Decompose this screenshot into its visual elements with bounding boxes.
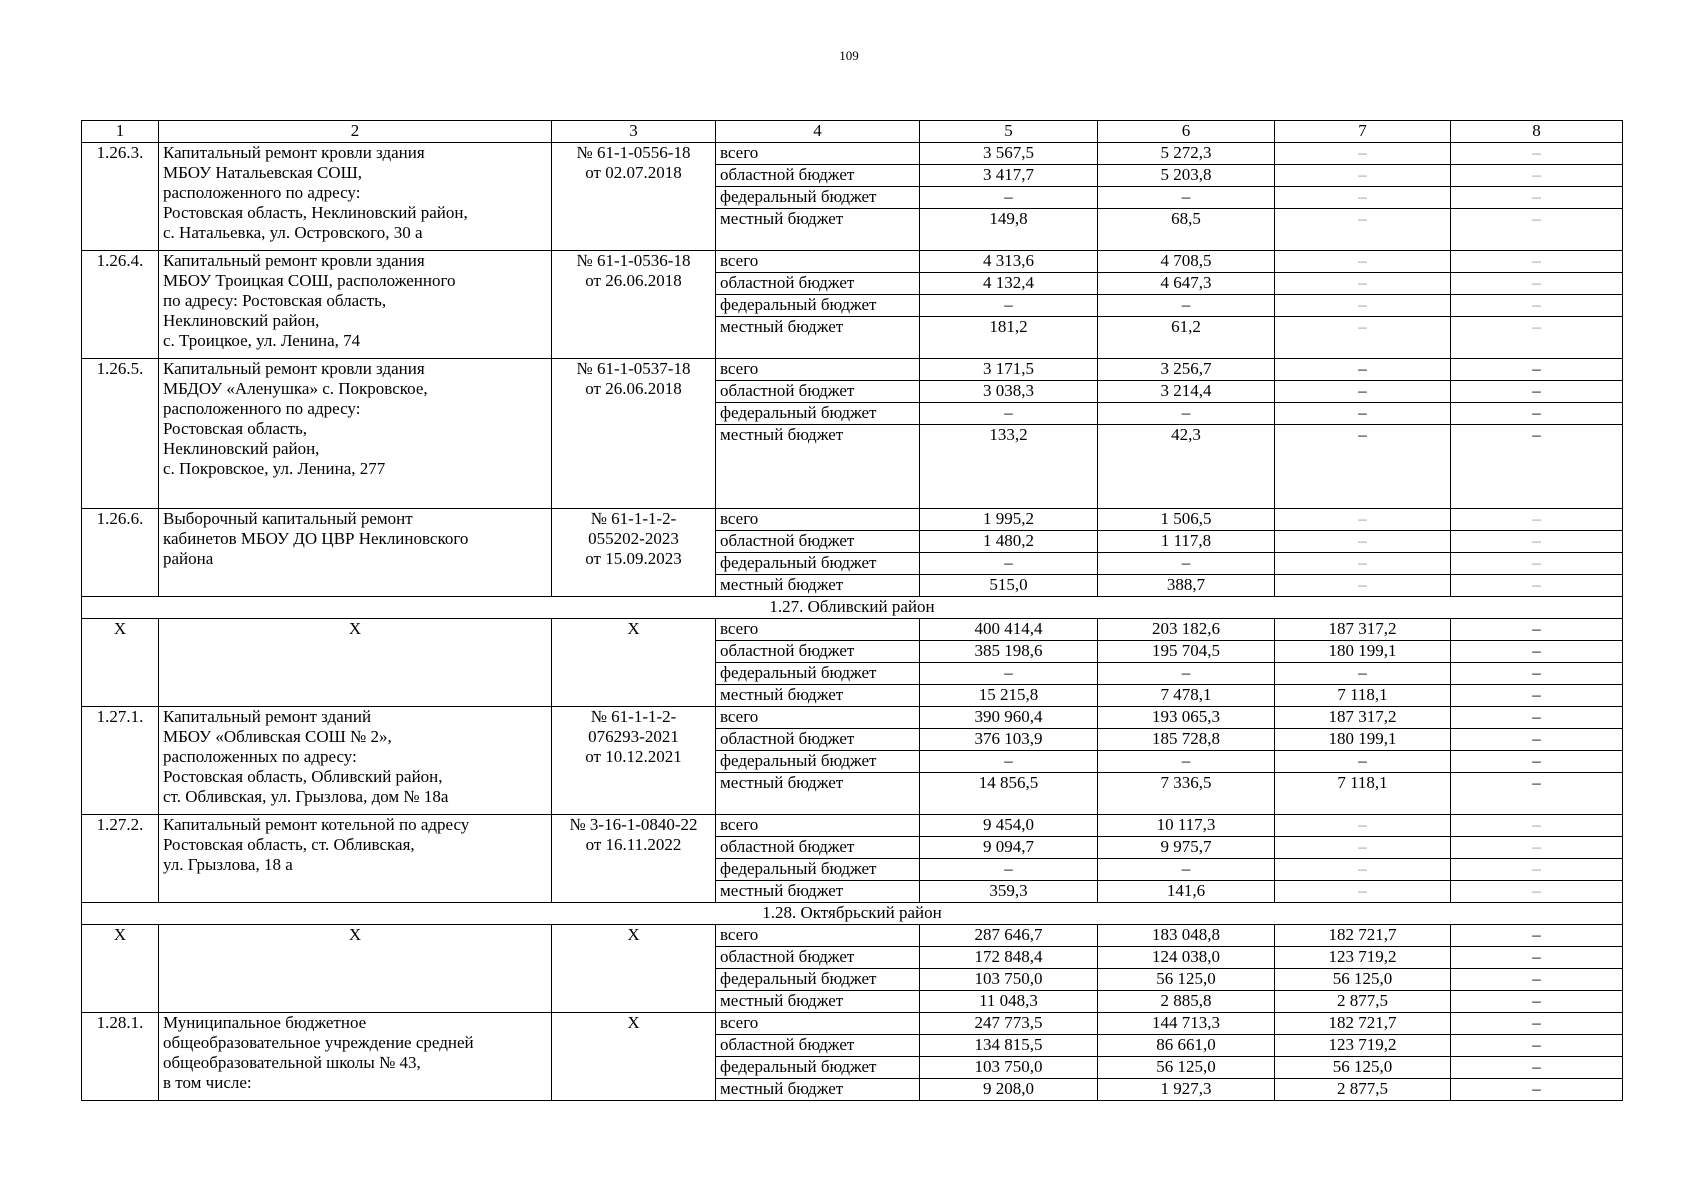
amount-cell-v8: – (1451, 553, 1623, 575)
amount-cell-v8: – (1451, 707, 1623, 729)
funding-source-label: федеральный бюджет (716, 187, 920, 209)
description-line: расположенного по адресу: (163, 183, 361, 202)
amount-cell-v6: 56 125,0 (1098, 969, 1275, 991)
amount-cell-v7: – (1275, 317, 1451, 359)
amount-cell-v8: – (1451, 925, 1623, 947)
amount-cell-v7: – (1275, 859, 1451, 881)
amount-cell-v6: 9 975,7 (1098, 837, 1275, 859)
item-description (159, 143, 552, 251)
description-line: Х (348, 619, 362, 638)
funding-source-label: федеральный бюджет (716, 1057, 920, 1079)
funding-source-label: всего (716, 707, 920, 729)
amount-cell-v8: – (1451, 619, 1623, 641)
description-line: по адресу: Ростовская область, (163, 291, 387, 310)
amount-cell-v6: 5 272,3 (1098, 143, 1275, 165)
amount-cell-v8: – (1451, 143, 1623, 165)
description-line: с. Покровское, ул. Ленина, 277 (163, 459, 386, 478)
amount-cell-v8: – (1451, 773, 1623, 815)
funding-source-label: всего (716, 143, 920, 165)
amount-cell-v5: 359,3 (920, 881, 1098, 903)
document-line: Х (627, 1013, 640, 1032)
description-line: Выборочный капитальный ремонт (163, 509, 413, 528)
table-row (82, 925, 1623, 947)
amount-cell-v7: – (1275, 815, 1451, 837)
description-line: Ростовская область, (163, 419, 308, 438)
amount-cell-v6: 10 117,3 (1098, 815, 1275, 837)
amount-cell-v6: 7 478,1 (1098, 685, 1275, 707)
funding-source-label: федеральный бюджет (716, 403, 920, 425)
amount-cell-v6: 1 927,3 (1098, 1079, 1275, 1101)
table-row (82, 619, 1623, 641)
amount-cell-v6: 203 182,6 (1098, 619, 1275, 641)
amount-cell-v7: – (1275, 837, 1451, 859)
amount-cell-v6: – (1098, 403, 1275, 425)
funding-source-label: всего (716, 251, 920, 273)
item-description (159, 707, 552, 815)
table-row (82, 251, 1623, 273)
amount-cell-v6: 86 661,0 (1098, 1035, 1275, 1057)
amount-cell-v6: 1 117,8 (1098, 531, 1275, 553)
document-reference (552, 251, 716, 359)
amount-cell-v7: 7 118,1 (1275, 685, 1451, 707)
amount-cell-v5: 3 417,7 (920, 165, 1098, 187)
section-row (82, 597, 1623, 619)
amount-cell-v7: – (1275, 751, 1451, 773)
amount-cell-v6: 183 048,8 (1098, 925, 1275, 947)
amount-cell-v6: – (1098, 295, 1275, 317)
amount-cell-v8: – (1451, 1035, 1623, 1057)
document-line: № 3-16-1-0840-22 (569, 815, 698, 834)
header-cell: 6 (1098, 121, 1275, 143)
amount-cell-v7: 182 721,7 (1275, 1013, 1451, 1035)
amount-cell-v5: – (920, 403, 1098, 425)
amount-cell-v6: 2 885,8 (1098, 991, 1275, 1013)
amount-cell-v6: 4 708,5 (1098, 251, 1275, 273)
description-line: кабинетов МБОУ ДО ЦВР Неклиновского (163, 529, 469, 548)
amount-cell-v7: – (1275, 403, 1451, 425)
amount-cell-v8: – (1451, 403, 1623, 425)
amount-cell-v8: – (1451, 531, 1623, 553)
amount-cell-v7: – (1275, 251, 1451, 273)
amount-cell-v8: – (1451, 859, 1623, 881)
amount-cell-v5: 385 198,6 (920, 641, 1098, 663)
amount-cell-v6: – (1098, 663, 1275, 685)
amount-cell-v8: – (1451, 295, 1623, 317)
amount-cell-v8: – (1451, 881, 1623, 903)
amount-cell-v7: 7 118,1 (1275, 773, 1451, 815)
funding-source-label: местный бюджет (716, 575, 920, 597)
description-line: с. Троицкое, ул. Ленина, 74 (163, 331, 361, 350)
amount-cell-v6: 3 214,4 (1098, 381, 1275, 403)
document-reference (552, 359, 716, 509)
header-cell: 3 (552, 121, 716, 143)
document-reference (552, 619, 716, 707)
amount-cell-v8: – (1451, 815, 1623, 837)
amount-cell-v7: – (1275, 295, 1451, 317)
amount-cell-v6: 3 256,7 (1098, 359, 1275, 381)
amount-cell-v5: 11 048,3 (920, 991, 1098, 1013)
description-line: Ростовская область, Обливский район, (163, 767, 443, 786)
document-line: от 16.11.2022 (585, 835, 682, 854)
amount-cell-v6: 388,7 (1098, 575, 1275, 597)
document-line: № 61-1-0536-18 (576, 251, 691, 270)
funding-source-label: федеральный бюджет (716, 553, 920, 575)
amount-cell-v5: – (920, 553, 1098, 575)
table-row (82, 359, 1623, 381)
document-line: от 26.06.2018 (585, 271, 682, 290)
item-number: Х (82, 925, 159, 1013)
item-number: 1.28.1. (82, 1013, 159, 1101)
amount-cell-v7: – (1275, 381, 1451, 403)
header-cell: 8 (1451, 121, 1623, 143)
amount-cell-v5: 9 454,0 (920, 815, 1098, 837)
amount-cell-v6: 4 647,3 (1098, 273, 1275, 295)
section-title: 1.27. Обливский район (82, 597, 1623, 619)
funding-source-label: местный бюджет (716, 1079, 920, 1101)
funding-source-label: местный бюджет (716, 685, 920, 707)
table-row (82, 707, 1623, 729)
amount-cell-v5: 103 750,0 (920, 969, 1098, 991)
header-cell: 4 (716, 121, 920, 143)
description-line: расположенных по адресу: (163, 747, 357, 766)
document-line: № 61-1-1-2- (590, 707, 677, 726)
header-row (82, 121, 1623, 143)
amount-cell-v8: – (1451, 729, 1623, 751)
funding-source-label: местный бюджет (716, 425, 920, 509)
document-line: № 61-1-0537-18 (576, 359, 691, 378)
table-row (82, 509, 1623, 531)
amount-cell-v5: 3 171,5 (920, 359, 1098, 381)
amount-cell-v8: – (1451, 359, 1623, 381)
amount-cell-v8: – (1451, 575, 1623, 597)
amount-cell-v5: – (920, 187, 1098, 209)
amount-cell-v5: 149,8 (920, 209, 1098, 251)
header-cell: 5 (920, 121, 1098, 143)
amount-cell-v5: 3 038,3 (920, 381, 1098, 403)
document-line: Х (627, 925, 640, 944)
document-reference (552, 925, 716, 1013)
amount-cell-v5: 9 094,7 (920, 837, 1098, 859)
table-row (82, 143, 1623, 165)
amount-cell-v7: – (1275, 509, 1451, 531)
funding-source-label: областной бюджет (716, 837, 920, 859)
description-line: МБДОУ «Аленушка» с. Покровское, (163, 379, 428, 398)
section-title: 1.28. Октябрьский район (82, 903, 1623, 925)
item-description (159, 359, 552, 509)
amount-cell-v7: 2 877,5 (1275, 1079, 1451, 1101)
amount-cell-v6: 56 125,0 (1098, 1057, 1275, 1079)
amount-cell-v5: 1 995,2 (920, 509, 1098, 531)
amount-cell-v7: – (1275, 273, 1451, 295)
amount-cell-v6: 124 038,0 (1098, 947, 1275, 969)
amount-cell-v7: – (1275, 531, 1451, 553)
description-line: МБОУ «Обливская СОШ № 2», (163, 727, 392, 746)
amount-cell-v7: 180 199,1 (1275, 729, 1451, 751)
header-cell: 1 (82, 121, 159, 143)
item-description (159, 251, 552, 359)
amount-cell-v8: – (1451, 1079, 1623, 1101)
amount-cell-v6: 42,3 (1098, 425, 1275, 509)
amount-cell-v7: – (1275, 425, 1451, 509)
funding-source-label: федеральный бюджет (716, 969, 920, 991)
amount-cell-v7: – (1275, 359, 1451, 381)
amount-cell-v8: – (1451, 425, 1623, 509)
funding-source-label: областной бюджет (716, 641, 920, 663)
description-line: МБОУ Троицкая СОШ, расположенного (163, 271, 456, 290)
funding-source-label: федеральный бюджет (716, 859, 920, 881)
document-line: Х (627, 619, 640, 638)
amount-cell-v8: – (1451, 209, 1623, 251)
item-description (159, 509, 552, 597)
amount-cell-v5: 172 848,4 (920, 947, 1098, 969)
amount-cell-v5: 9 208,0 (920, 1079, 1098, 1101)
amount-cell-v7: – (1275, 663, 1451, 685)
item-number: 1.27.2. (82, 815, 159, 903)
amount-cell-v8: – (1451, 837, 1623, 859)
amount-cell-v6: 1 506,5 (1098, 509, 1275, 531)
funding-source-label: местный бюджет (716, 881, 920, 903)
document-line: № 61-1-1-2- (590, 509, 677, 528)
amount-cell-v5: 134 815,5 (920, 1035, 1098, 1057)
item-description (159, 1013, 552, 1101)
funding-source-label: областной бюджет (716, 1035, 920, 1057)
description-line: ул. Грызлова, 18 а (163, 855, 293, 874)
amount-cell-v6: 185 728,8 (1098, 729, 1275, 751)
section-row (82, 903, 1623, 925)
amount-cell-v5: 15 215,8 (920, 685, 1098, 707)
amount-cell-v7: 180 199,1 (1275, 641, 1451, 663)
funding-source-label: областной бюджет (716, 531, 920, 553)
amount-cell-v8: – (1451, 641, 1623, 663)
amount-cell-v8: – (1451, 751, 1623, 773)
amount-cell-v5: 103 750,0 (920, 1057, 1098, 1079)
amount-cell-v8: – (1451, 991, 1623, 1013)
document-reference (552, 509, 716, 597)
amount-cell-v8: – (1451, 509, 1623, 531)
description-line: Ростовская область, Неклиновский район, (163, 203, 468, 222)
funding-source-label: местный бюджет (716, 773, 920, 815)
amount-cell-v5: 181,2 (920, 317, 1098, 359)
amount-cell-v6: 141,6 (1098, 881, 1275, 903)
item-description (159, 925, 552, 1013)
description-line: общеобразовательной школы № 43, (163, 1053, 421, 1072)
amount-cell-v6: 144 713,3 (1098, 1013, 1275, 1035)
amount-cell-v7: 182 721,7 (1275, 925, 1451, 947)
funding-source-label: всего (716, 815, 920, 837)
funding-source-label: всего (716, 925, 920, 947)
amount-cell-v6: 5 203,8 (1098, 165, 1275, 187)
page-number: 109 (839, 48, 859, 63)
header-cell: 2 (159, 121, 552, 143)
amount-cell-v5: 4 313,6 (920, 251, 1098, 273)
amount-cell-v5: 14 856,5 (920, 773, 1098, 815)
item-description (159, 815, 552, 903)
amount-cell-v7: 123 719,2 (1275, 947, 1451, 969)
description-line: в том числе: (163, 1073, 252, 1092)
funding-source-label: всего (716, 359, 920, 381)
document-line: 076293-2021 (588, 727, 679, 746)
document-line: от 26.06.2018 (585, 379, 682, 398)
amount-cell-v5: 4 132,4 (920, 273, 1098, 295)
amount-cell-v7: 123 719,2 (1275, 1035, 1451, 1057)
document-line: 055202-2023 (588, 529, 679, 548)
amount-cell-v7: 56 125,0 (1275, 1057, 1451, 1079)
funding-source-label: всего (716, 1013, 920, 1035)
amount-cell-v5: 3 567,5 (920, 143, 1098, 165)
funding-source-label: федеральный бюджет (716, 751, 920, 773)
amount-cell-v5: 1 480,2 (920, 531, 1098, 553)
description-line: Капитальный ремонт кровли здания (163, 143, 425, 162)
description-line: Капитальный ремонт кровли здания (163, 251, 425, 270)
amount-cell-v5: 287 646,7 (920, 925, 1098, 947)
description-line: Капитальный ремонт кровли здания (163, 359, 425, 378)
amount-cell-v8: – (1451, 1057, 1623, 1079)
amount-cell-v8: – (1451, 663, 1623, 685)
amount-cell-v6: – (1098, 187, 1275, 209)
amount-cell-v6: – (1098, 553, 1275, 575)
item-description (159, 619, 552, 707)
funding-source-label: федеральный бюджет (716, 663, 920, 685)
table-row (82, 815, 1623, 837)
amount-cell-v8: – (1451, 273, 1623, 295)
item-number: 1.26.6. (82, 509, 159, 597)
item-number: 1.26.4. (82, 251, 159, 359)
amount-cell-v8: – (1451, 187, 1623, 209)
funding-source-label: областной бюджет (716, 165, 920, 187)
amount-cell-v6: 195 704,5 (1098, 641, 1275, 663)
item-number: Х (82, 619, 159, 707)
description-line: Капитальный ремонт котельной по адресу (163, 815, 470, 834)
description-line: Капитальный ремонт зданий (163, 707, 372, 726)
funding-source-label: всего (716, 619, 920, 641)
description-line: МБОУ Натальевская СОШ, (163, 163, 362, 182)
document-line: от 10.12.2021 (585, 747, 682, 766)
funding-source-label: федеральный бюджет (716, 295, 920, 317)
description-line: общеобразовательное учреждение средней (163, 1033, 474, 1052)
amount-cell-v8: – (1451, 165, 1623, 187)
amount-cell-v8: – (1451, 317, 1623, 359)
item-number: 1.27.1. (82, 707, 159, 815)
funding-source-label: местный бюджет (716, 991, 920, 1013)
amount-cell-v8: – (1451, 381, 1623, 403)
amount-cell-v5: 376 103,9 (920, 729, 1098, 751)
description-line: с. Натальевка, ул. Островского, 30 а (163, 223, 423, 242)
amount-cell-v5: 400 414,4 (920, 619, 1098, 641)
amount-cell-v7: 187 317,2 (1275, 619, 1451, 641)
description-line: района (163, 549, 214, 568)
amount-cell-v7: – (1275, 165, 1451, 187)
description-line: ст. Обливская, ул. Грызлова, дом № 18а (163, 787, 449, 806)
document-reference (552, 815, 716, 903)
funding-source-label: областной бюджет (716, 947, 920, 969)
funding-source-label: областной бюджет (716, 273, 920, 295)
amount-cell-v5: – (920, 751, 1098, 773)
amount-cell-v7: – (1275, 575, 1451, 597)
amount-cell-v6: – (1098, 751, 1275, 773)
document-reference (552, 707, 716, 815)
amount-cell-v8: – (1451, 251, 1623, 273)
amount-cell-v7: 187 317,2 (1275, 707, 1451, 729)
description-line: Муниципальное бюджетное (163, 1013, 367, 1032)
amount-cell-v7: – (1275, 209, 1451, 251)
description-line: Ростовская область, ст. Обливская, (163, 835, 415, 854)
item-number: 1.26.5. (82, 359, 159, 509)
amount-cell-v8: – (1451, 1013, 1623, 1035)
description-line: расположенного по адресу: (163, 399, 361, 418)
description-line: Неклиновский район, (163, 311, 320, 330)
funding-source-label: областной бюджет (716, 729, 920, 751)
document-reference (552, 1013, 716, 1101)
amount-cell-v7: – (1275, 553, 1451, 575)
amount-cell-v6: 7 336,5 (1098, 773, 1275, 815)
table-body (82, 121, 1623, 1101)
amount-cell-v8: – (1451, 685, 1623, 707)
amount-cell-v7: 2 877,5 (1275, 991, 1451, 1013)
header-cell: 7 (1275, 121, 1451, 143)
funding-source-label: местный бюджет (716, 209, 920, 251)
amount-cell-v5: 247 773,5 (920, 1013, 1098, 1035)
amount-cell-v7: – (1275, 143, 1451, 165)
budget-table (81, 120, 1623, 1101)
funding-source-label: областной бюджет (716, 381, 920, 403)
description-line: Х (348, 925, 362, 944)
amount-cell-v5: – (920, 295, 1098, 317)
amount-cell-v5: 390 960,4 (920, 707, 1098, 729)
amount-cell-v5: – (920, 663, 1098, 685)
amount-cell-v6: 68,5 (1098, 209, 1275, 251)
amount-cell-v6: 193 065,3 (1098, 707, 1275, 729)
amount-cell-v7: 56 125,0 (1275, 969, 1451, 991)
amount-cell-v8: – (1451, 947, 1623, 969)
amount-cell-v5: 133,2 (920, 425, 1098, 509)
amount-cell-v7: – (1275, 881, 1451, 903)
amount-cell-v8: – (1451, 969, 1623, 991)
document-line: № 61-1-0556-18 (576, 143, 691, 162)
amount-cell-v5: – (920, 859, 1098, 881)
document-reference (552, 143, 716, 251)
document-line: от 15.09.2023 (585, 549, 682, 568)
amount-cell-v6: – (1098, 859, 1275, 881)
item-number: 1.26.3. (82, 143, 159, 251)
funding-source-label: местный бюджет (716, 317, 920, 359)
amount-cell-v5: 515,0 (920, 575, 1098, 597)
amount-cell-v6: 61,2 (1098, 317, 1275, 359)
amount-cell-v7: – (1275, 187, 1451, 209)
table-row (82, 1013, 1623, 1035)
funding-source-label: всего (716, 509, 920, 531)
document-line: от 02.07.2018 (585, 163, 682, 182)
description-line: Неклиновский район, (163, 439, 320, 458)
